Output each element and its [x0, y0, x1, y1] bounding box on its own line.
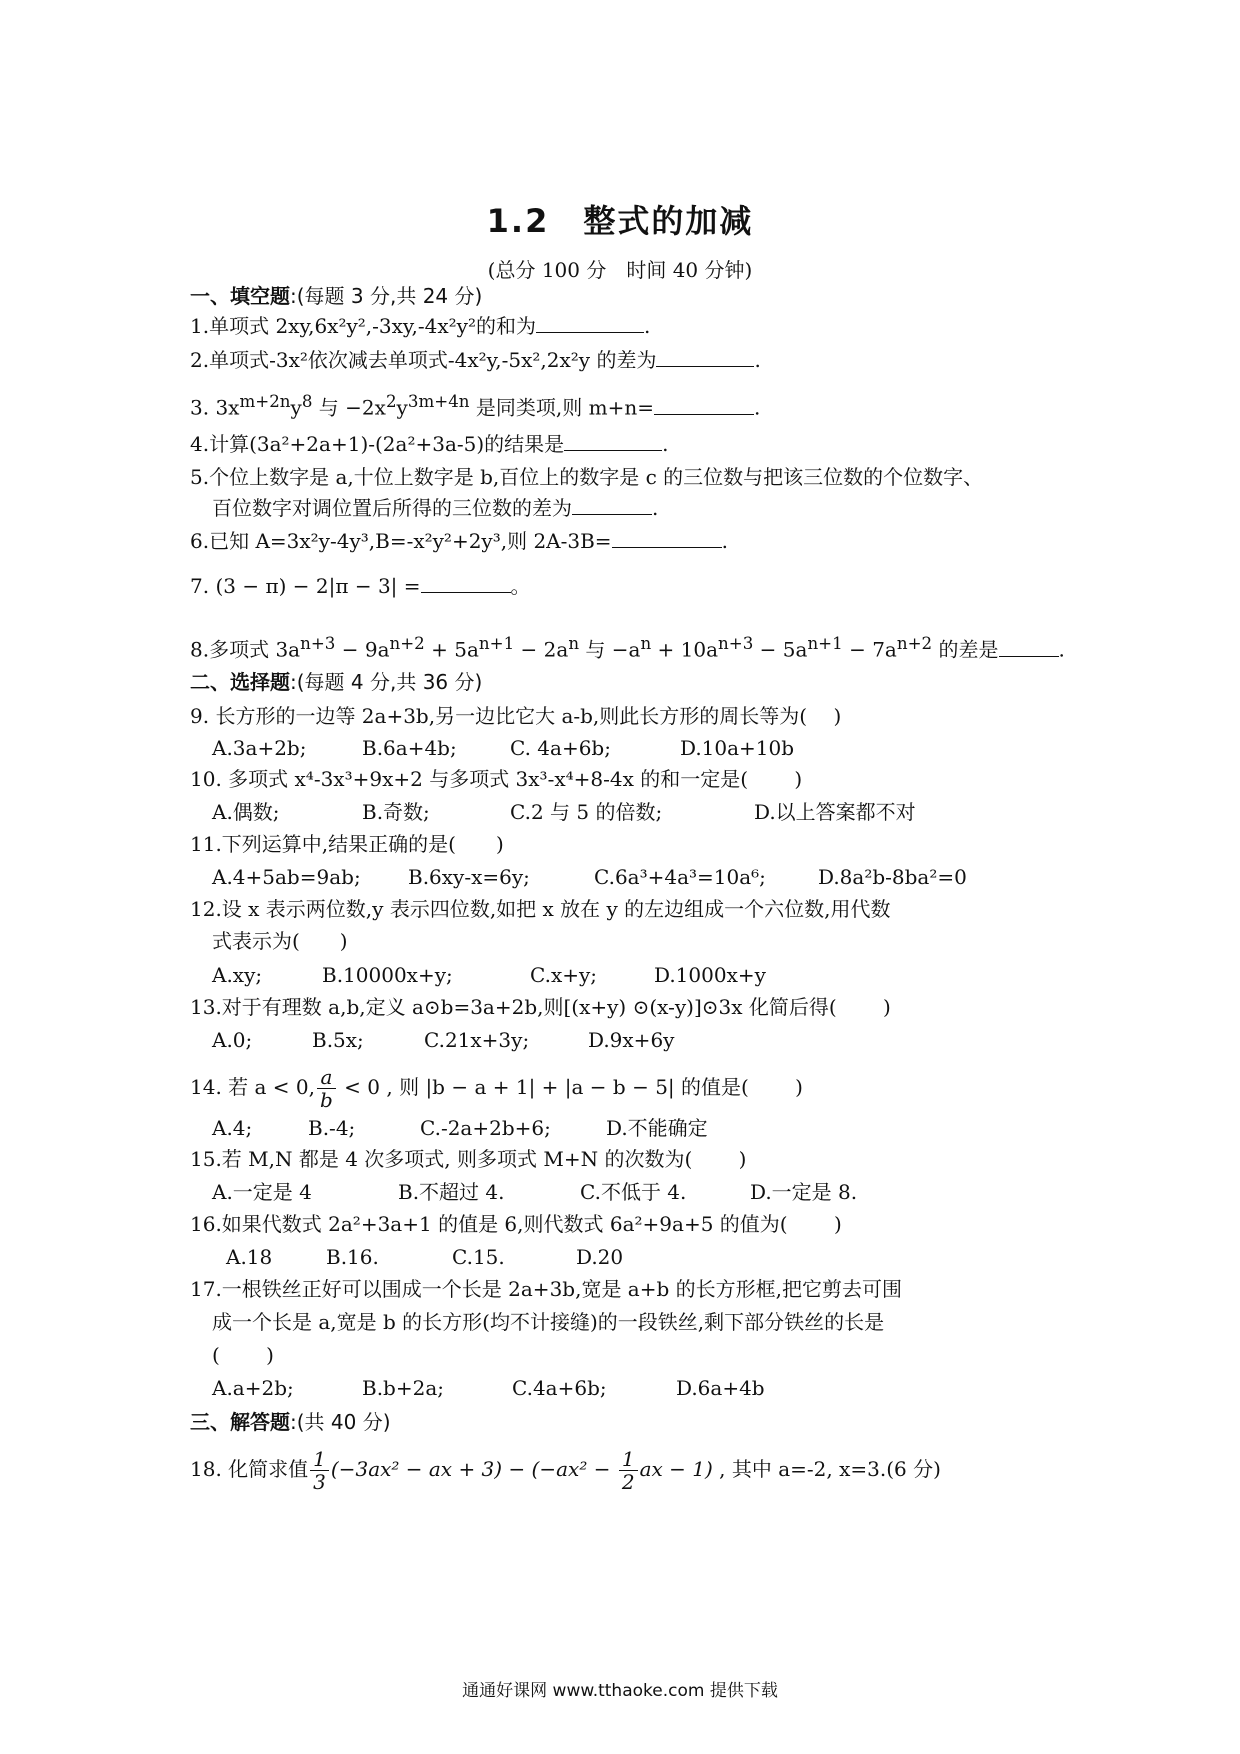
option-b[interactable]: B.6a+4b;: [362, 736, 457, 760]
option-d[interactable]: D.不能确定: [606, 1116, 708, 1140]
question-14: 14. 若 a < 0, $\frac{a}{b}$ < 0 , 则 |b − a + 1| + |a − b − 5| 的值是( ): [190, 1065, 803, 1112]
option-a[interactable]: A.a+2b;: [212, 1376, 294, 1400]
question-13: 13.对于有理数 a,b,定义 a⊙b=3a+2b,则[(x+y) ⊙(x-y)]⊙3x 化简后得( ): [190, 995, 891, 1019]
option-d[interactable]: D.一定是 8.: [750, 1180, 858, 1204]
question-1: 1.单项式 2xy,6x²y²,-3xy,-4x²y²的和为 .: [190, 314, 651, 338]
section-solve-note: :(共 40 分): [290, 1410, 391, 1434]
option-c[interactable]: C.4a+6b;: [512, 1376, 607, 1400]
option-a[interactable]: A.xy;: [212, 963, 263, 987]
question-10-options: [212, 798, 916, 826]
question-15-options: [212, 1178, 857, 1206]
question-18: 18. 化简求值 $\frac{1}{3}$ (−3ax² − ax + 3) − (−ax² − $\frac{1}{2}$ ax − 1) , 其中 a=-2, x=3.(6 分): [190, 1447, 941, 1494]
answer-blank[interactable]: [656, 346, 754, 367]
section-fill-in: [190, 282, 482, 310]
answer-blank[interactable]: [572, 494, 652, 515]
section-choice-note: :(每题 4 分,共 36 分): [290, 670, 483, 694]
option-d[interactable]: D.1000x+y: [654, 963, 766, 987]
fraction: $\frac{1}{2}$: [619, 1448, 638, 1493]
question-11-options: [212, 863, 967, 891]
fraction: $\frac{a}{b}$: [317, 1066, 336, 1111]
option-c[interactable]: C.x+y;: [530, 963, 598, 987]
page-subtitle: (总分 100 分 时间 40 分钟): [487, 258, 753, 282]
footer-source: 通通好课网 www.tthaoke.com 提供下载: [462, 1681, 778, 1701]
question-11: 11.下列运算中,结果正确的是( ): [190, 832, 504, 856]
section-choice: [190, 668, 482, 696]
question-9: 9. 长方形的一边等 2a+3b,另一边比它大 a-b,则此长方形的周长等为( ): [190, 704, 842, 728]
section-fill-in-note: :(每题 3 分,共 24 分): [290, 284, 483, 308]
option-b[interactable]: B.-4;: [308, 1116, 356, 1140]
question-5-line-1: 5.个位上数字是 a,十位上数字是 b,百位上的数字是 c 的三位数与把该三位数的个位数字、: [190, 465, 984, 489]
option-d[interactable]: D.8a²b-8ba²=0: [818, 865, 967, 889]
question-17: 17.一根铁丝正好可以围成一个长是 2a+3b,宽是 a+b 的长方形框,把它剪去可围: [190, 1277, 903, 1301]
option-a[interactable]: A.3a+2b;: [212, 736, 307, 760]
question-13-options: [212, 1026, 674, 1054]
option-a[interactable]: A.0;: [212, 1028, 253, 1052]
section-choice-label: 二、选择题: [190, 670, 290, 694]
option-b[interactable]: B.5x;: [312, 1028, 364, 1052]
option-a[interactable]: A.一定是 4: [212, 1180, 312, 1204]
question-17-line-2: 成一个长是 a,宽是 b 的长方形(均不计接缝)的一段铁丝,剩下部分铁丝的长是: [212, 1310, 885, 1334]
fraction: $\frac{1}{3}$: [310, 1448, 329, 1493]
question-17-options: [212, 1374, 765, 1402]
option-c[interactable]: C. 4a+6b;: [510, 736, 611, 760]
option-d[interactable]: D.6a+4b: [676, 1376, 765, 1400]
question-6: 6.已知 A=3x²y-4y³,B=-x²y²+2y³,则 2A-3B= .: [190, 529, 728, 553]
option-c[interactable]: C.-2a+2b+6;: [420, 1116, 551, 1140]
option-a[interactable]: A.偶数;: [212, 800, 280, 824]
option-a[interactable]: A.4+5ab=9ab;: [212, 865, 361, 889]
question-4: 4.计算(3a²+2a+1)-(2a²+3a-5)的结果是 .: [190, 432, 669, 456]
question-7: 7. (3 − π) − 2|π − 3| = 。: [190, 574, 531, 598]
option-c[interactable]: C.2 与 5 的倍数;: [510, 800, 663, 824]
question-17-line-3: ( ): [212, 1343, 274, 1367]
answer-blank[interactable]: [999, 636, 1059, 657]
question-8: 8.多项式 $3a^{n+3} - 9a^{n+2} + 5a^{n+1} - 2a^n$ 与 $-a^n + 10a^{n+3} - 5a^{n+1} - 7a^{n+2}$ 的差是 .: [190, 634, 1065, 662]
option-c[interactable]: C.6a³+4a³=10a⁶;: [594, 865, 766, 889]
section-solve: [190, 1408, 391, 1436]
question-12-options: [212, 961, 766, 989]
question-16: 16.如果代数式 2a²+3a+1 的值是 6,则代数式 6a²+9a+5 的值为( ): [190, 1212, 842, 1236]
option-b[interactable]: B.b+2a;: [362, 1376, 445, 1400]
option-d[interactable]: D.9x+6y: [588, 1028, 675, 1052]
option-b[interactable]: B.不超过 4.: [398, 1180, 505, 1204]
answer-blank[interactable]: [612, 527, 722, 548]
question-9-options: [212, 734, 794, 762]
question-2: 2.单项式-3x²依次减去单项式-4x²y,-5x²,2x²y 的差为 .: [190, 348, 761, 372]
option-a[interactable]: A.18: [226, 1245, 273, 1269]
answer-blank[interactable]: [564, 430, 662, 451]
answer-blank[interactable]: [536, 312, 644, 333]
option-c[interactable]: C.21x+3y;: [424, 1028, 530, 1052]
option-d[interactable]: D.以上答案都不对: [754, 800, 916, 824]
option-c[interactable]: C.不低于 4.: [580, 1180, 687, 1204]
question-5-line-2: 百位数字对调位置后所得的三位数的差为 .: [212, 496, 659, 520]
question-16-options: [226, 1243, 623, 1271]
option-d[interactable]: D.10a+10b: [680, 736, 795, 760]
option-b[interactable]: B.10000x+y;: [322, 963, 453, 987]
question-3: 3. $3x^{m+2n}y^8$ 与 $-2x^2y^{3m+4n}$ 是同类项,则 m+n= .: [190, 392, 761, 420]
section-fill-in-label: 一、填空题: [190, 284, 290, 308]
option-b[interactable]: B.16.: [326, 1245, 379, 1269]
option-c[interactable]: C.15.: [452, 1245, 505, 1269]
question-15: 15.若 M,N 都是 4 次多项式, 则多项式 M+N 的次数为( ): [190, 1147, 747, 1171]
option-d[interactable]: D.20: [576, 1245, 624, 1269]
section-solve-label: 三、解答题: [190, 1410, 290, 1434]
question-10: 10. 多项式 x⁴-3x³+9x+2 与多项式 3x³-x⁴+8-4x 的和一定是( ): [190, 767, 803, 791]
question-12-line-2: 式表示为( ): [212, 929, 348, 953]
option-b[interactable]: B.奇数;: [362, 800, 430, 824]
option-a[interactable]: A.4;: [212, 1116, 253, 1140]
page-title: 1.2 整式的加减: [486, 202, 754, 240]
question-12: 12.设 x 表示两位数,y 表示四位数,如把 x 放在 y 的左边组成一个六位数,用代数: [190, 897, 891, 921]
option-b[interactable]: B.6xy-x=6y;: [408, 865, 530, 889]
answer-blank[interactable]: [421, 572, 511, 593]
answer-blank[interactable]: [654, 394, 754, 415]
question-14-options: [212, 1114, 708, 1142]
